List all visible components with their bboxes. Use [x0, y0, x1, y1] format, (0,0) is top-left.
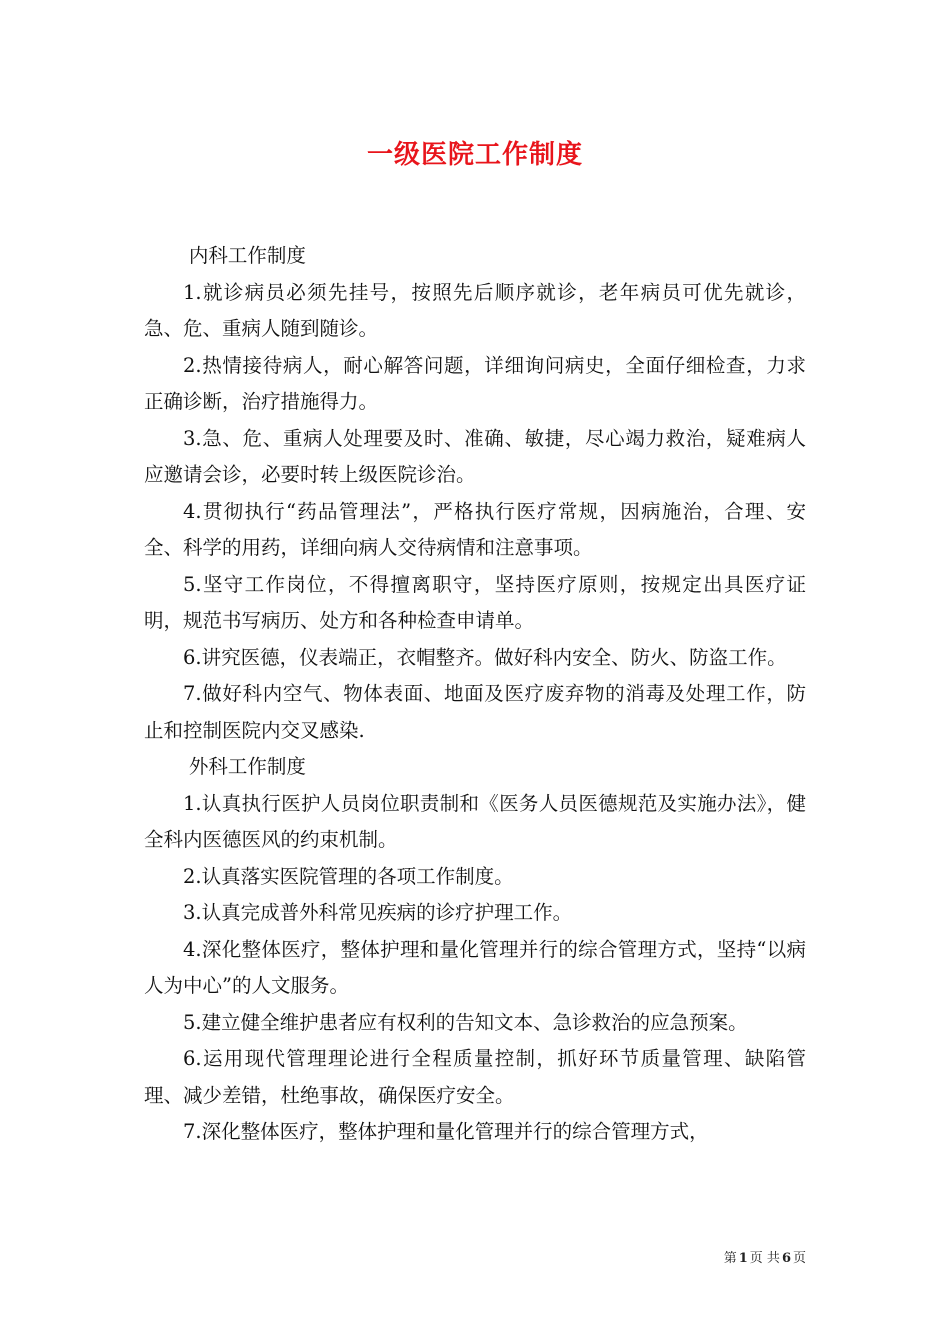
rule-item: 3.认真完成普外科常见疾病的诊疗护理工作。 — [183, 901, 573, 924]
section-heading-surgery: 外科工作制度 — [188, 755, 306, 778]
rule-item: 5.坚守工作岗位，不得擅离职守，坚持医疗原则，按规定出具医疗证明，规范书写病历、处方和各种检查申请单。 — [144, 572, 806, 632]
document-body — [144, 238, 806, 1151]
document-title: 一级医院工作制度 — [366, 140, 583, 170]
rule-item: 7.深化整体医疗，整体护理和量化管理并行的综合管理方式， — [183, 1120, 709, 1143]
rule-item: 6.讲究医德，仪表端正，衣帽整齐。做好科内安全、防火、防盗工作。 — [183, 645, 787, 669]
section-heading-internal-medicine: 内科工作制度 — [188, 244, 306, 267]
rule-item: 4.贯彻执行“药品管理法”，严格执行医疗常规，因病施治，合理、安全、科学的用药，详细向病人交待病情和注意事项。 — [144, 499, 806, 559]
rule-item: 4.深化整体医疗，整体护理和量化管理并行的综合管理方式，坚持“以病人为中心”的人文服务。 — [144, 937, 806, 997]
rule-item: 6.运用现代管理理论进行全程质量控制，抓好环节质量管理、缺陷管理、减少差错，杜绝事故，确保医疗安全。 — [144, 1047, 806, 1107]
current-page-number: 1 — [738, 1251, 748, 1266]
page-number-footer — [724, 1247, 806, 1266]
footer-suffix: 页 — [792, 1251, 806, 1266]
rule-item: 7.做好科内空气、物体表面、地面及医疗废弃物的消毒及处理工作，防止和控制医院内交叉感染. — [144, 682, 806, 742]
footer-prefix: 第 — [723, 1251, 737, 1266]
footer-middle: 页 共 — [749, 1251, 780, 1266]
rule-item: 2.热情接待病人，耐心解答问题，详细询问病史，全面仔细检查，力求正确诊断，治疗措施得力。 — [144, 353, 806, 413]
rule-item: 2.认真落实医院管理的各项工作制度。 — [183, 864, 514, 888]
rule-item: 3.急、危、重病人处理要及时、准确、敏捷，尽心竭力救治，疑难病人应邀请会诊，必要时转上级医院诊治。 — [144, 426, 806, 486]
rule-item: 1.认真执行医护人员岗位职责制和《医务人员医德规范及实施办法》，健全科内医德医风的约束机制。 — [144, 791, 806, 851]
rule-item: 1.就诊病员必须先挂号，按照先后顺序就诊，老年病员可优先就诊，急、危、重病人随到随诊。 — [144, 280, 806, 340]
total-pages-number: 6 — [781, 1251, 791, 1266]
rule-item: 5.建立健全维护患者应有权利的告知文本、急诊救治的应急预案。 — [183, 1010, 748, 1034]
